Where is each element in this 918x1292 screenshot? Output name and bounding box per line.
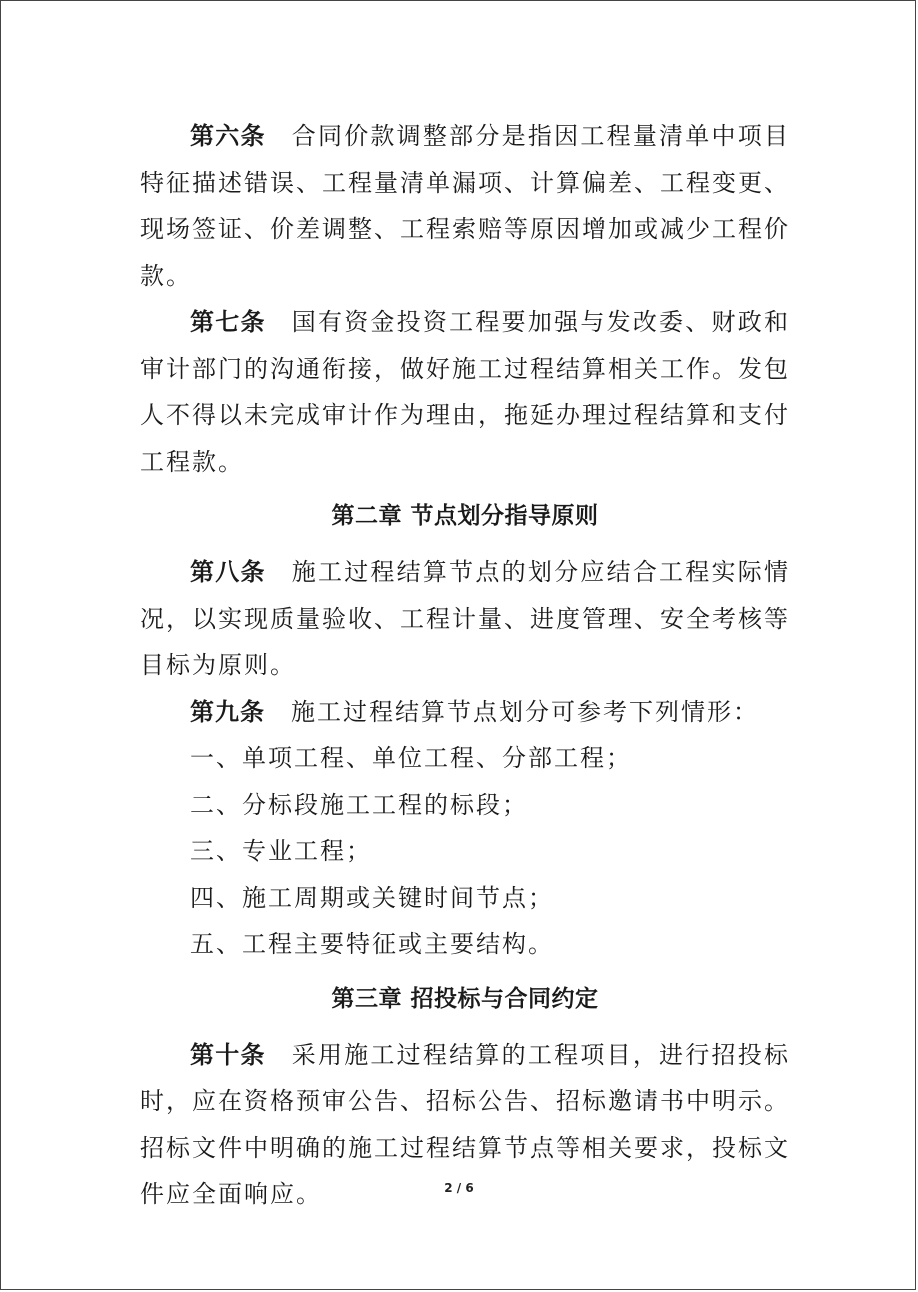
article-9 [140,689,790,736]
article-7-heading: 第七条 [190,308,266,336]
chapter-3-title: 第三章 招投标与合同约定 [331,985,599,1012]
article-10-heading: 第十条 [190,1040,266,1069]
article-6-text: 合同价款调整部分是指因工程量清单中项目特征描述错误、工程量清单漏项、计算偏差、工程变更、现场签证、价差调整、工程索赔等原因增加或减少工程价款。 [140,122,791,290]
page-number: 2 / 6 [444,1181,474,1195]
article-6-heading: 第六条 [190,122,266,150]
article-9-heading: 第九条 [190,697,265,726]
list-item-1: 一、单项工程、单位工程、分部工程； [190,744,632,772]
article-7-text: 国有资金投资工程要加强与发改委、财政和审计部门的沟通衔接，做好施工过程结算相关工作。发包人不得以未完成审计作为理由，拖延办理过程结算和支付工程款。 [140,308,791,476]
article-8 [140,549,790,689]
article-8-text: 施工过程结算节点的划分应结合工程实际情况，以实现质量验收、工程计量、进度管理、安全考核等目标为原则。 [140,558,791,679]
list-item-3: 三、专业工程； [190,837,372,865]
list-item-5: 五、工程主要特征或主要结构。 [190,930,554,958]
list-item-4: 四、施工周期或关键时间节点； [190,883,554,912]
chapter-2-title: 第二章 节点划分指导原则 [331,503,599,529]
document-body [140,113,790,1218]
article-9-text: 施工过程结算节点划分可参考下列情形： [291,697,759,726]
article-8-heading: 第八条 [190,558,266,586]
list-item-2: 二、分标段施工工程的标段； [190,790,528,819]
article-10-text: 采用施工过程结算的工程项目，进行招投标时，应在资格预审公告、招标公告、招标邀请书中明示。招标文件中明确的施工过程结算节点等相关要求，投标文件应全面响应。 [140,1040,791,1208]
article-6 [140,113,790,299]
article-7 [140,299,790,485]
